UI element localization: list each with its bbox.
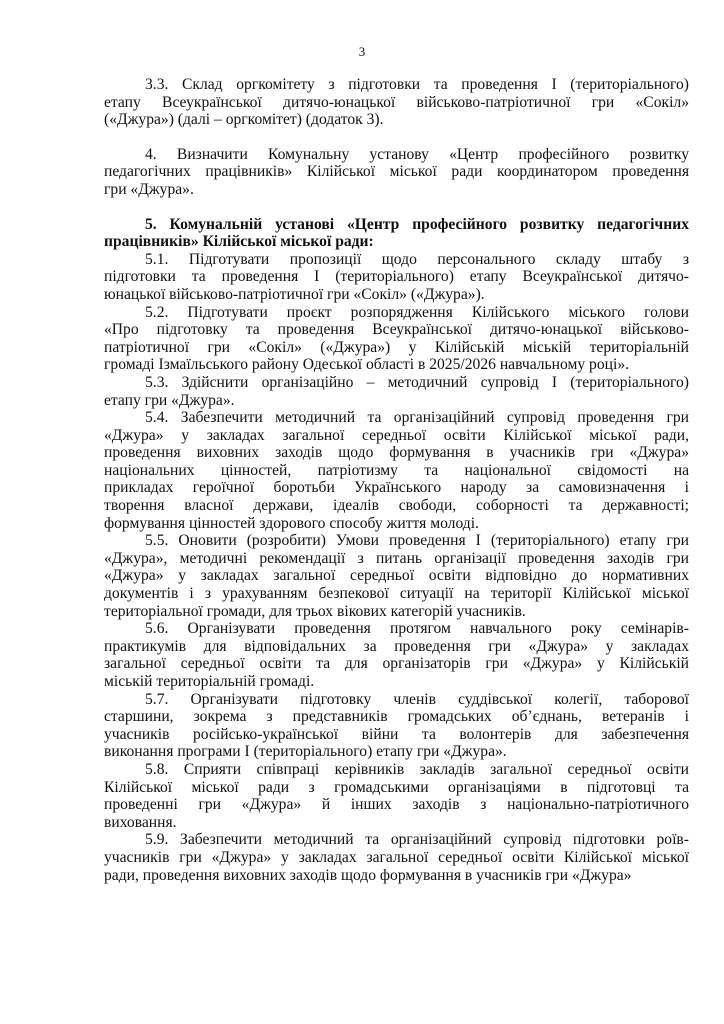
paragraph-p5	[104, 216, 689, 251]
text-line: етапу Всеукраїнської дитячо-юнацької військово-патріотичної гри «Сокіл»	[104, 93, 689, 111]
text-line: учасників гри «Джура» у закладах загальної середньої освіти Кілійської міської	[104, 848, 689, 866]
text-line: етапу гри «Джура».	[104, 391, 235, 409]
text-line: («Джура») (далі – оргкомітет) (додаток 3).	[104, 111, 384, 129]
text-line: Кілійської міської ради з громадськими організаціями в підготовці та	[104, 778, 689, 796]
text-line: патріотичної гри «Сокіл» («Джура») у Кілійській міській територіальній	[104, 338, 689, 356]
text-line: «Джура» у закладах загальної середньої освіти Кілійської міської ради,	[104, 426, 689, 444]
text-line: прикладах героїчної боротьби Українського народу за самовизначення і	[104, 479, 689, 497]
text-line: формування цінностей здорового способу життя молоді.	[104, 514, 479, 532]
paragraph-p5-1	[104, 251, 689, 304]
text-line: проведення виховних заходів щодо формування в учасників гри «Джура»	[104, 444, 689, 462]
document-body	[104, 76, 689, 884]
paragraph-p5-7	[104, 691, 689, 761]
text-line: підготовки та проведення І (територіального) етапу Всеукраїнської дитячо-	[104, 268, 689, 286]
text-line: ради, проведення виховних заходів щодо формування в учасників гри «Джура»	[104, 866, 632, 884]
page-number: 3	[358, 44, 366, 59]
text-line: національних цінностей, патріотизму та національної свідомості на	[104, 461, 689, 479]
paragraph-p5-9	[104, 831, 689, 884]
text-line: творення власної держави, ідеалів свободи, соборності та державності;	[104, 497, 689, 515]
text-line: 4. Визначити Комунальну установу «Центр професійного розвитку	[145, 145, 689, 163]
paragraph-p5-6	[104, 620, 689, 690]
text-line: юнацької військово-патріотичної гри «Сокіл» («Джура»).	[104, 285, 485, 303]
text-line: старшини, зокрема з представників громадських об’єднань, ветеранів і	[104, 708, 689, 726]
text-line: 3.3. Склад оргкомітету з підготовки та проведення І (територіального)	[145, 76, 689, 93]
text-line: учасників російсько-української війни та волонтерів для забезпечення	[104, 725, 689, 743]
paragraph-p4	[104, 146, 689, 199]
paragraph-p5-8	[104, 761, 689, 831]
text-line: документів і з урахуванням безпекової ситуації на території Кілійської міської	[104, 585, 689, 603]
paragraph-p5-2	[104, 304, 689, 374]
text-line: 5.6. Організувати проведення протягом навчального року семінарів-	[145, 620, 689, 638]
text-line: виконання програми І (територіального) етапу гри «Джура».	[104, 743, 507, 761]
text-line: гри «Джура».	[104, 180, 194, 198]
text-line: «Джура», методичні рекомендації з питань організації проведення заходів гри	[104, 549, 689, 567]
text-line: 5.2. Підготувати проєкт розпорядження Кілійського міського голови	[145, 303, 689, 321]
text-line: виховання.	[104, 813, 177, 831]
text-line: педагогічних працівників» Кілійської міської ради координатором проведення	[104, 163, 689, 181]
text-line: 5. Комунальній установі «Центр професійного розвитку педагогічних	[145, 215, 689, 233]
paragraph-p5-5	[104, 532, 689, 620]
text-line: 5.8. Сприяти співпраці керівників закладів загальної середньої освіти	[145, 760, 689, 778]
text-line: проведенні гри «Джура» й інших заходів з національно-патріотичного	[104, 796, 689, 814]
text-line: 5.5. Оновити (розробити) Умови проведення І (територіального) етапу гри	[145, 532, 689, 550]
paragraph-p5-3	[104, 374, 689, 409]
text-line: 5.3. Здійснити організаційно – методичний супровід І (територіального)	[145, 373, 689, 391]
text-line: загальної середньої освіти та для організаторів гри «Джура» у Кілійській	[104, 655, 689, 673]
text-line: громаді Ізмаїльського району Одеської області в 2025/2026 навчальному році».	[104, 356, 630, 374]
text-line: 5.9. Забезпечити методичний та організаційний супровід підготовки роїв-	[145, 831, 689, 849]
text-line: міській територіальній громаді.	[104, 673, 315, 690]
text-line: 5.4. Забезпечити методичний та організаційний супровід проведення гри	[145, 409, 689, 427]
text-line: практикумів для відповідальних за проведення гри «Джура» у закладах	[104, 637, 689, 655]
text-line: 5.7. Організувати підготовку членів суддівської колегії, таборової	[145, 690, 689, 708]
text-line: «Про підготовку та проведення Всеукраїнської дитячо-юнацької військово-	[104, 321, 689, 339]
paragraph-p3-3	[104, 76, 689, 129]
text-line: працівників» Кілійської міської ради:	[104, 233, 374, 251]
paragraph-p5-4	[104, 409, 689, 532]
text-line: 5.1. Підготувати пропозиції щодо персонального складу штабу з	[145, 250, 689, 268]
text-line: «Джура» у закладах загальної середньої освіти відповідно до нормативних	[104, 567, 689, 585]
text-line: територіальної громади, для трьох вікових категорій учасників.	[104, 602, 526, 620]
